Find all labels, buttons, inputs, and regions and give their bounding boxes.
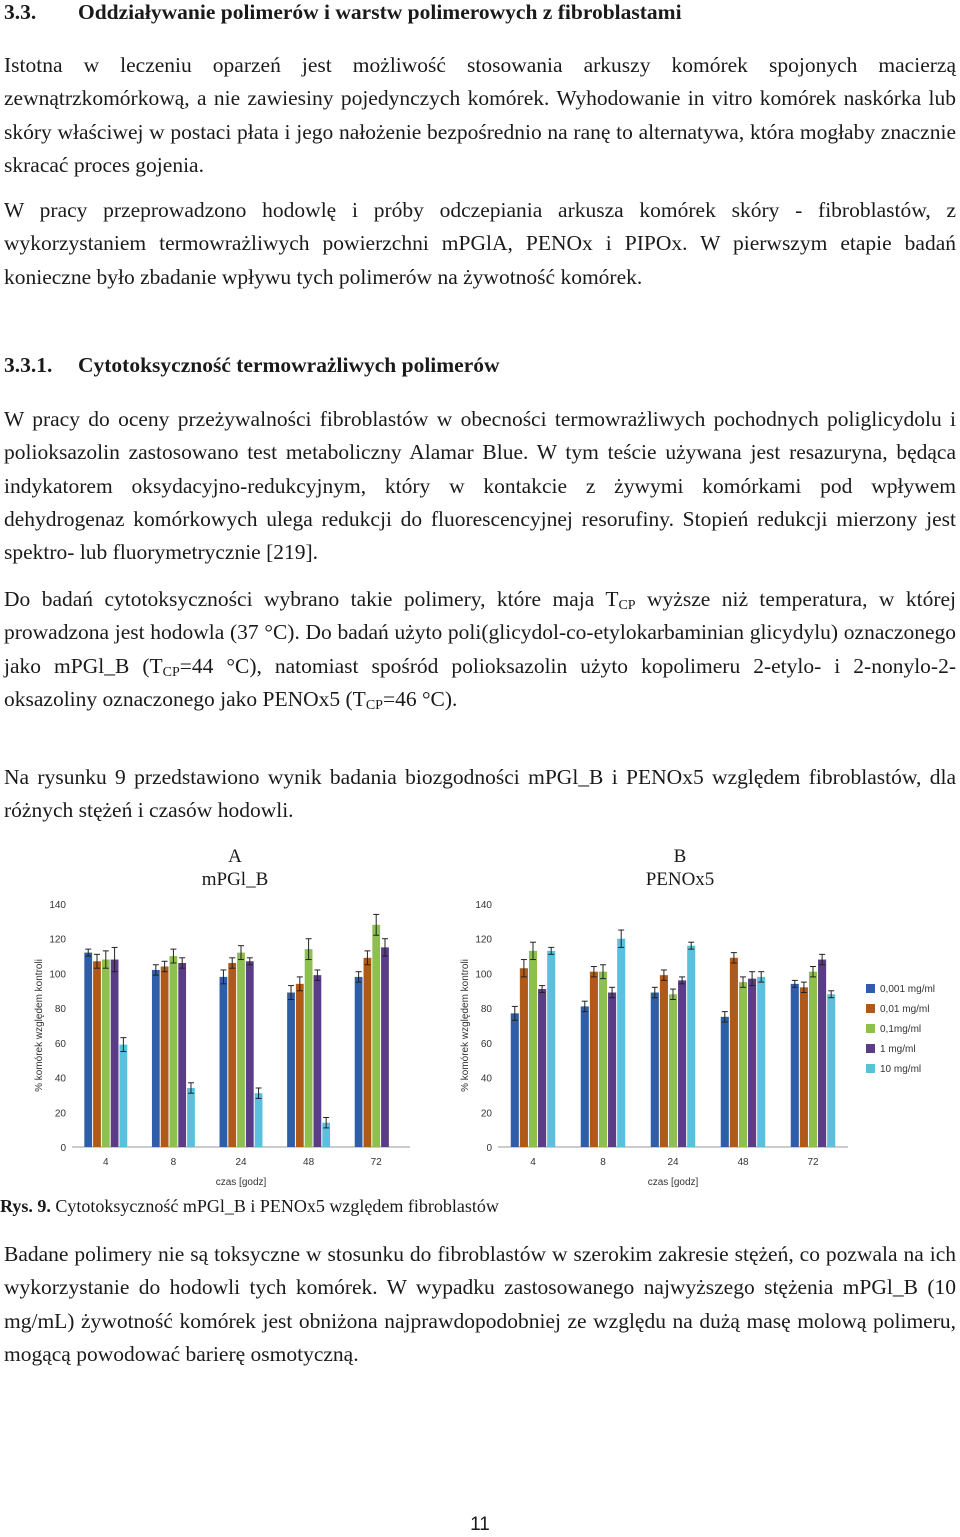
bar	[529, 951, 537, 1147]
x-tick-label: 24	[235, 1157, 247, 1168]
bar	[748, 979, 756, 1147]
bar	[590, 972, 598, 1147]
x-tick-label: 8	[600, 1157, 606, 1168]
legend-swatch	[866, 1064, 875, 1073]
bar	[599, 972, 607, 1147]
y-tick-label: 40	[480, 1073, 492, 1085]
bar	[119, 1045, 127, 1147]
legend-swatch	[866, 1004, 875, 1013]
legend-label: 0,01 mg/ml	[880, 1004, 930, 1015]
bar	[161, 966, 169, 1147]
panel-a-heading	[170, 845, 300, 891]
x-tick-label: 4	[530, 1157, 536, 1168]
bar	[381, 947, 389, 1147]
paragraph-6: Badane polimery nie są toksyczne w stosunku do fibroblastów w szerokim zakresie stężeń, co pozwala na ich wykorzystanie do hodowli tych komórek. W wypadku zastosowanego najwyższego stężenia mPGl_B (10 mg/mL) żywotność komórek jest obniżona najprawdopodobniej ze względu na dużą masę molową polimeru, mogącą powodować barierę osmotyczną.	[4, 1242, 956, 1366]
y-axis-label: % komórek względem kontroli	[460, 959, 471, 1092]
panel-b-letter: B	[673, 846, 687, 867]
chart-b	[440, 892, 950, 1192]
paragraph-5: Na rysunku 9 przedstawiono wynik badania biozgodności mPGl_B i PENOx5 względem fibroblastów, dla różnych stężeń i czasów hodowli.	[4, 765, 956, 823]
bar	[228, 963, 236, 1147]
bar	[246, 961, 254, 1147]
x-tick-label: 48	[737, 1157, 749, 1168]
bar	[827, 994, 835, 1147]
bar	[757, 977, 765, 1147]
subsection-number: 3.3.1.	[4, 353, 53, 377]
bar	[111, 960, 119, 1147]
bar	[220, 977, 228, 1147]
bar	[287, 993, 295, 1147]
section-number: 3.3.	[4, 0, 37, 24]
y-axis-label: % komórek względem kontroli	[34, 959, 45, 1092]
bar	[520, 968, 528, 1147]
subsection-title: Cytotoksyczność termowrażliwych polimerów	[78, 353, 500, 377]
legend-swatch	[866, 1024, 875, 1033]
x-tick-label: 48	[303, 1157, 315, 1168]
legend-label: 0,001 mg/ml	[880, 984, 936, 995]
paragraph-2: W pracy przeprowadzono hodowlę i próby odczepiania arkusza komórek skóry - fibroblastów, z wykorzystaniem termowrażliwych powierzchni mPGlA, PENOx i PIPOx. W pierwszym etapie badań konieczne było zbadanie wpływu tych polimerów na żywotność komórek.	[4, 198, 956, 289]
legend-swatch	[866, 1044, 875, 1053]
bar	[730, 958, 738, 1147]
x-tick-label: 72	[370, 1157, 382, 1168]
x-axis-label: czas [godz]	[647, 1177, 699, 1188]
paragraph-4: Do badań cytotoksyczności wybrano takie polimery, które maja $T_{CP}$ wyższe niż temperatura, w której prowadzona jest hodowla (37 °C). Do badań użyto poli(glicydol-co-etylokarbaminian glicydylu) oznaczonego jako mPGl_B ($T_{CP}=44$ °C), natomiast spośród polioksazolin użyto kopolimeru 2-etylo- i 2-nonylo-2-oksazoliny oznaczonego jako PENOx5 ($T_{CP}=46$ °C).	[4, 587, 957, 713]
legend-swatch	[866, 984, 875, 993]
bar	[372, 925, 380, 1147]
y-tick-label: 100	[49, 969, 66, 981]
bar	[511, 1013, 519, 1147]
bar	[305, 949, 313, 1147]
x-tick-label: 8	[170, 1157, 177, 1168]
bar	[791, 984, 799, 1147]
y-tick-label: 60	[480, 1038, 492, 1050]
y-tick-label: 120	[475, 934, 492, 946]
y-tick-label: 140	[49, 900, 66, 911]
bar	[678, 980, 686, 1147]
legend-label: 10 mg/ml	[880, 1064, 922, 1075]
x-tick-label: 24	[667, 1157, 679, 1168]
bar	[255, 1093, 263, 1147]
panel-a-title: mPGl_B	[201, 869, 269, 890]
bar	[538, 989, 546, 1147]
bar	[152, 970, 160, 1147]
bar	[581, 1006, 589, 1147]
subsection-heading	[4, 353, 500, 378]
bar	[800, 987, 808, 1147]
bar	[660, 975, 668, 1147]
legend-label: 0,1mg/ml	[880, 1024, 922, 1035]
bar	[178, 963, 186, 1147]
bar	[170, 956, 178, 1147]
caption-label: Rys. 9.	[0, 1196, 51, 1216]
bar	[93, 961, 101, 1147]
y-tick-label: 0	[486, 1143, 492, 1154]
y-tick-label: 20	[54, 1108, 66, 1120]
chart-a	[12, 892, 420, 1192]
panel-b-heading	[610, 845, 750, 891]
paragraph-3: W pracy do oceny przeżywalności fibroblastów w obecności termowrażliwych pochodnych poliglicydolu i polioksazolin zastosowano test metaboliczny Alamar Blue. W tym teście używana jest resazuryna, będąca indykatorem oksydacyjno-redukcyjnym, który w kontakcie z żywymi komórkami pod wpływem dehydrogenaz komórkowych ulega redukcji do fluorescencyjnej resorufiny. Stopień redukcji mierzony jest spektro- lub fluorymetrycznie [219].	[4, 407, 956, 565]
page-number: 11	[470, 1514, 490, 1535]
panel-b-title: PENOx5	[645, 869, 715, 890]
bar	[364, 958, 372, 1147]
bar	[187, 1088, 195, 1147]
bar	[818, 960, 826, 1147]
y-tick-label: 100	[475, 969, 492, 981]
y-tick-label: 80	[480, 1004, 492, 1016]
y-tick-label: 60	[54, 1038, 66, 1050]
y-tick-label: 80	[54, 1004, 66, 1016]
bar	[669, 994, 677, 1147]
paragraph-1: Istotna w leczeniu oparzeń jest możliwość stosowania arkuszy komórek spojonych macierzą zewnątrzkomórkową, a nie zawiesiny pojedynczych komórek. Wyhodowanie in vitro komórek naskórka lub skóry właściwej w postaci płata i jego nałożenie bezpośrednio na ranę to alternatywa, która mogłaby znacznie skracać proces gojenia.	[4, 53, 956, 177]
bar	[313, 975, 321, 1147]
figure-caption	[0, 1196, 499, 1217]
y-tick-label: 40	[54, 1073, 66, 1085]
bar	[296, 984, 304, 1147]
bar	[355, 977, 363, 1147]
y-tick-label: 0	[60, 1143, 66, 1154]
bar	[608, 993, 616, 1147]
x-axis-label: czas [godz]	[215, 1177, 267, 1188]
bar	[721, 1017, 729, 1147]
bar	[809, 972, 817, 1147]
y-tick-label: 20	[480, 1108, 492, 1120]
bar	[102, 960, 110, 1147]
bar	[687, 946, 695, 1147]
y-tick-label: 120	[49, 934, 66, 946]
bar	[237, 953, 245, 1147]
x-tick-label: 72	[807, 1157, 819, 1168]
caption-text: Cytotoksyczność mPGl_B i PENOx5 względem fibroblastów	[50, 1196, 499, 1216]
legend-label: 1 mg/ml	[880, 1044, 916, 1055]
bar	[651, 993, 659, 1147]
section-heading	[4, 0, 682, 25]
panel-a-letter: A	[228, 846, 242, 867]
bar	[739, 982, 747, 1147]
section-title: Oddziaływanie polimerów i warstw polimerowych z fibroblastami	[78, 0, 682, 24]
bar	[547, 951, 555, 1147]
x-tick-label: 4	[103, 1157, 109, 1168]
bar	[617, 939, 625, 1147]
bar	[84, 953, 92, 1147]
y-tick-label: 140	[475, 900, 492, 911]
